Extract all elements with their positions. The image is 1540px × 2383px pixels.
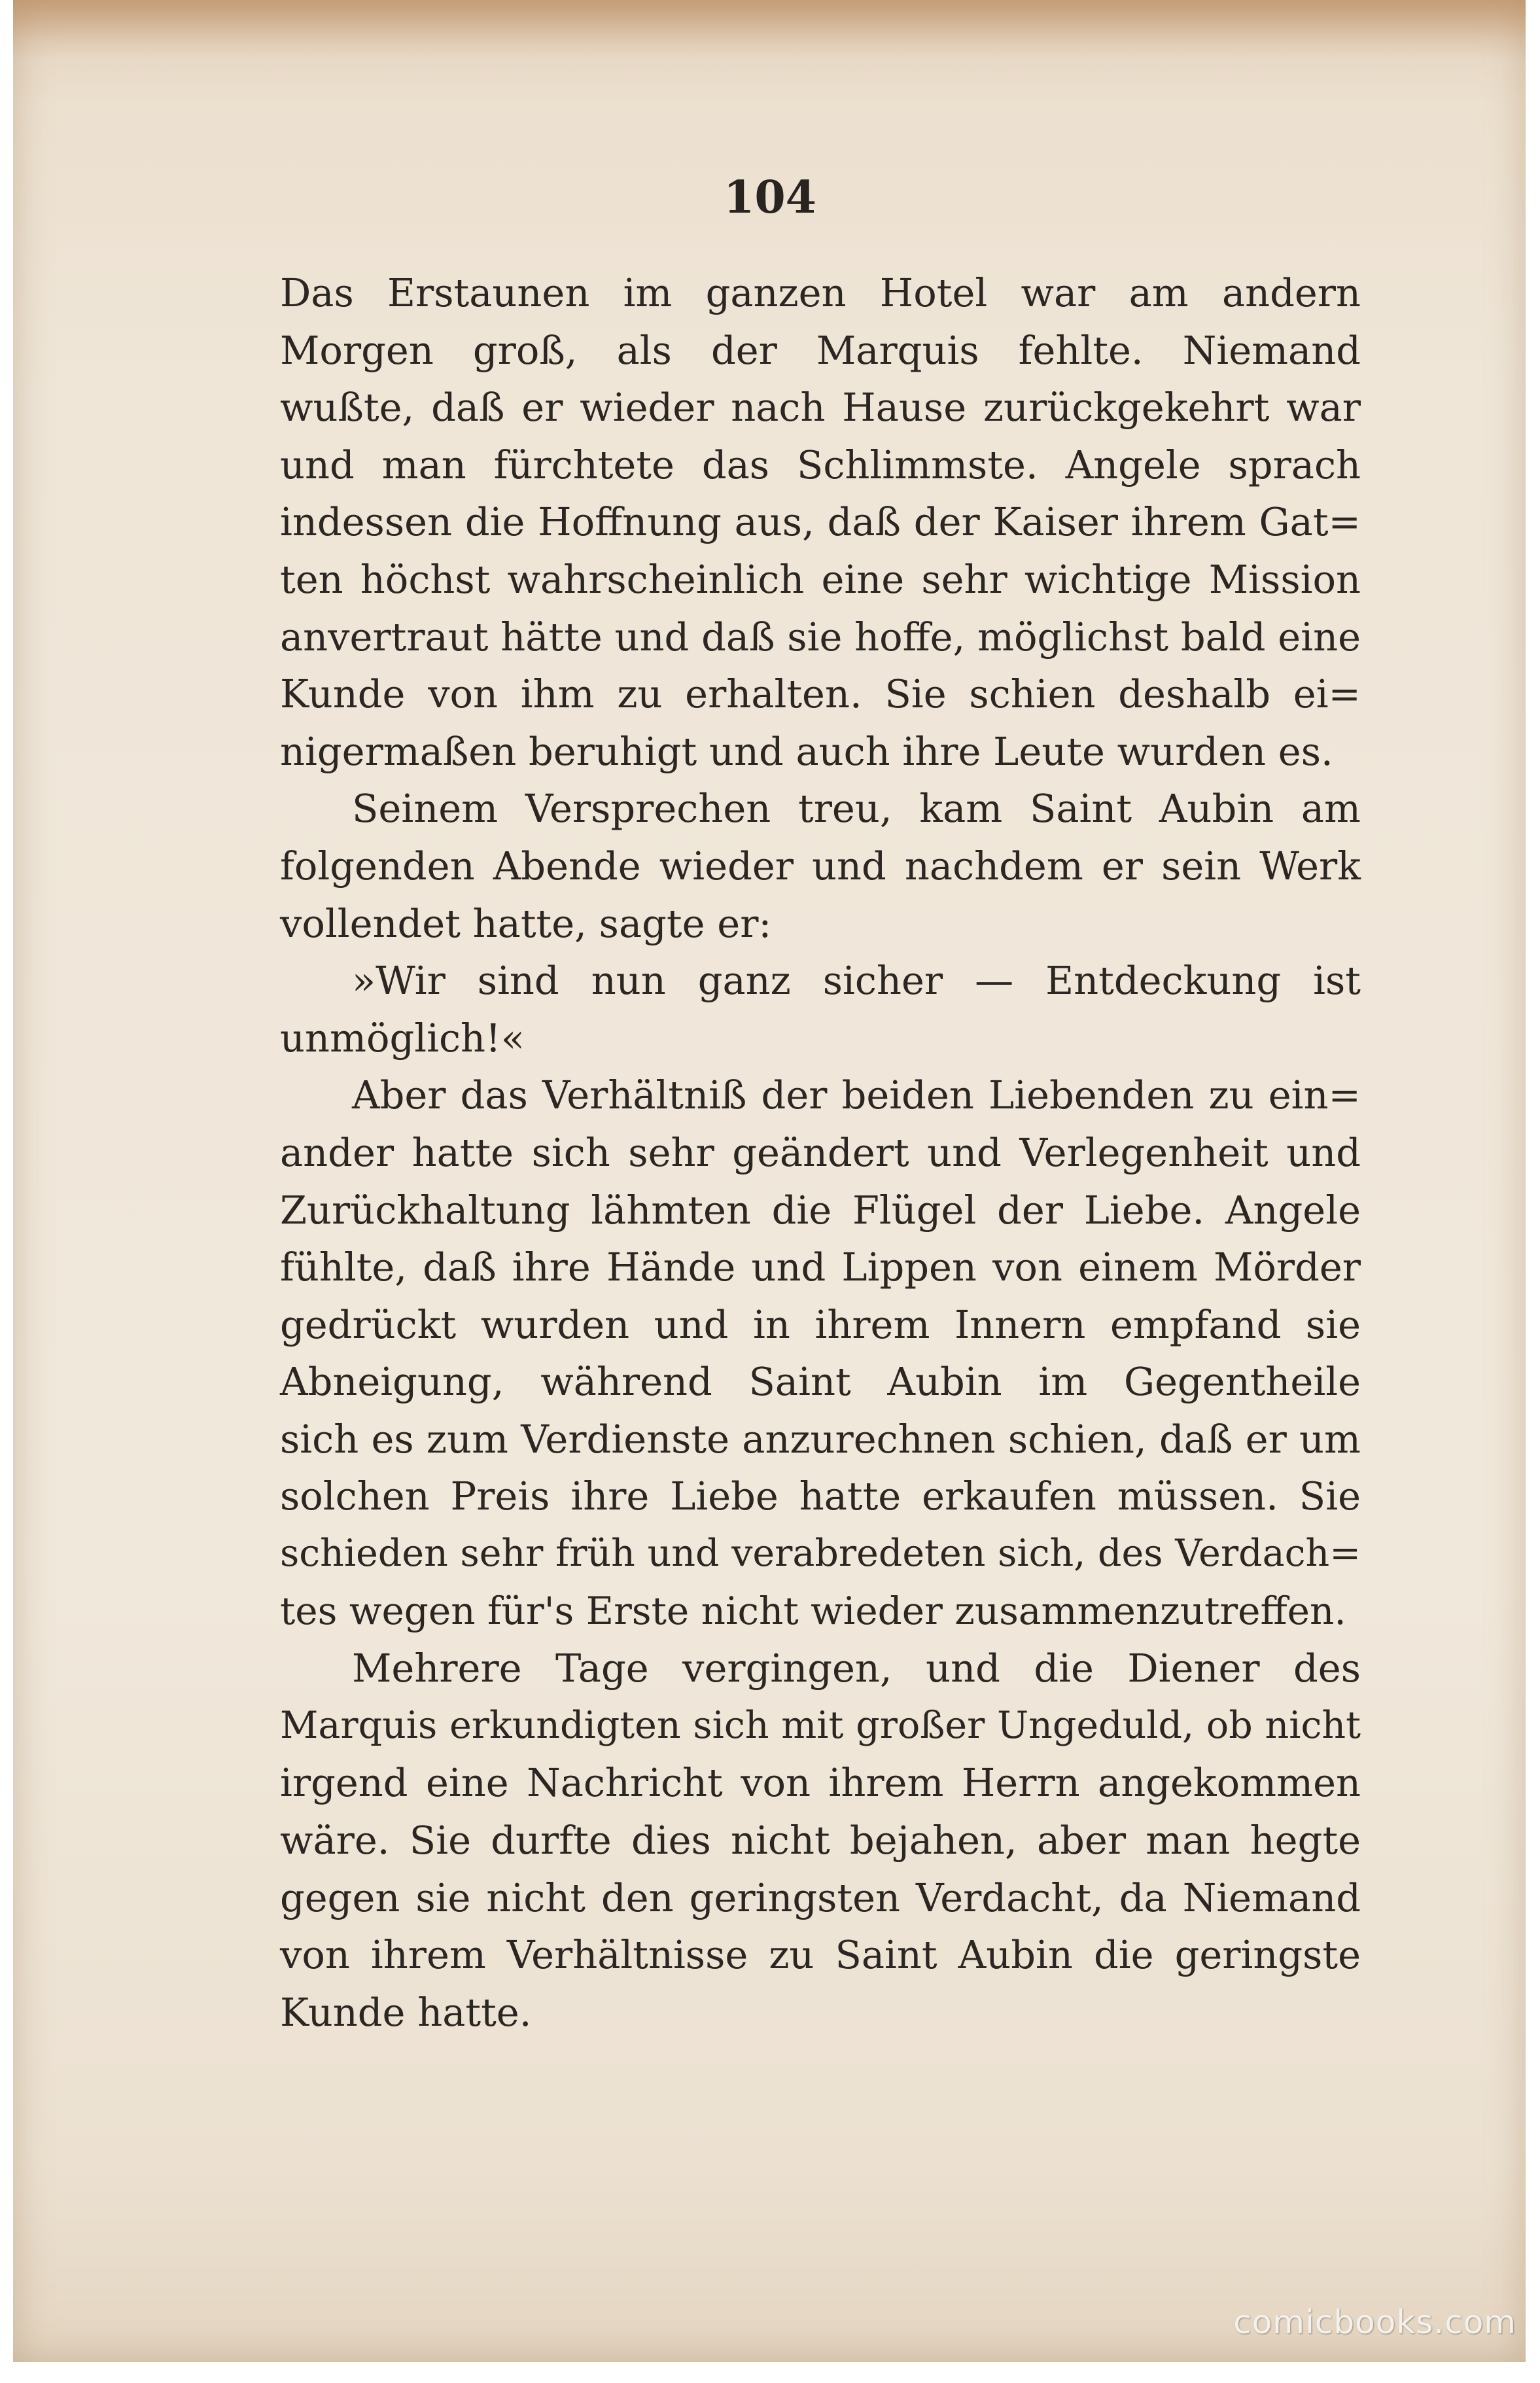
text-line: Aber das Verhältniß der beiden Liebenden zu ein= <box>352 1072 1361 1118</box>
text-line: tes wegen für's Erste nicht wieder zusammenzutreffen. <box>280 1588 1346 1633</box>
text-line: gegen sie nicht den geringsten Verdacht, da Niemand <box>280 1875 1361 1920</box>
text-line: vollendet hatte, sagte er: <box>280 900 772 946</box>
text-line: schieden sehr früh und verabredeten sich, des Verdach= <box>280 1532 1361 1576</box>
text-line: folgenden Abende wieder und nachdem er sein Werk <box>280 843 1361 889</box>
body-text <box>280 264 1361 2041</box>
text-line: anvertraut hätte und daß sie hoffe, möglichst bald eine <box>280 614 1361 660</box>
text-line: und man fürchtete das Schlimmste. Angele sprach <box>280 442 1361 487</box>
text-line: ander hatte sich sehr geändert und Verlegenheit und <box>280 1129 1361 1175</box>
paper-stain <box>13 0 1526 59</box>
text-line: Seinem Versprechen treu, kam Saint Aubin am <box>352 786 1361 832</box>
text-line: unmöglich!« <box>280 1015 525 1061</box>
text-line: Kunde hatte. <box>280 1989 532 2035</box>
text-line: Zurückhaltung lähmten die Flügel der Liebe. Angele <box>280 1187 1361 1233</box>
text-line: indessen die Hoffnung aus, daß der Kaiser ihrem Gat= <box>280 499 1361 545</box>
text-line: gedrückt wurden und in ihrem Innern empfand sie <box>280 1301 1361 1347</box>
text-line: Mehrere Tage vergingen, und die Diener des <box>352 1646 1361 1691</box>
text-line: von ihrem Verhältnisse zu Saint Aubin die geringste <box>280 1932 1361 1978</box>
text-line: Morgen groß, als der Marquis fehlte. Niemand <box>280 327 1361 373</box>
text-line: Das Erstaunen im ganzen Hotel war am andern <box>280 270 1361 315</box>
text-line: nigermaßen beruhigt und auch ihre Leute wurden es. <box>280 728 1333 774</box>
text-line: Abneigung, während Saint Aubin im Gegentheile <box>280 1359 1361 1405</box>
text-line: wußte, daß er wieder nach Hause zurückgekehrt war <box>280 385 1361 431</box>
text-line: Kunde von ihm zu erhalten. Sie schien deshalb ei= <box>280 671 1361 717</box>
text-line: »Wir sind nun ganz sicher — Entdeckung ist <box>352 958 1361 1004</box>
text-line: irgend eine Nachricht von ihrem Herrn angekommen <box>280 1760 1361 1806</box>
page-number: 104 <box>724 171 816 224</box>
text-line: wäre. Sie durfte dies nicht bejahen, aber man hegte <box>280 1818 1361 1863</box>
text-line: fühlte, daß ihre Hände und Lippen von einem Mörder <box>280 1244 1361 1290</box>
text-line: solchen Preis ihre Liebe hatte erkaufen müssen. Sie <box>280 1474 1361 1519</box>
watermark: comicbooks.com <box>1233 2303 1516 2341</box>
text-line: sich es zum Verdienste anzurechnen schien, daß er um <box>280 1416 1361 1462</box>
text-line: Marquis erkundigten sich mit großer Ungeduld, ob nicht <box>280 1703 1361 1747</box>
text-line: ten höchst wahrscheinlich eine sehr wichtige Mission <box>280 556 1361 602</box>
